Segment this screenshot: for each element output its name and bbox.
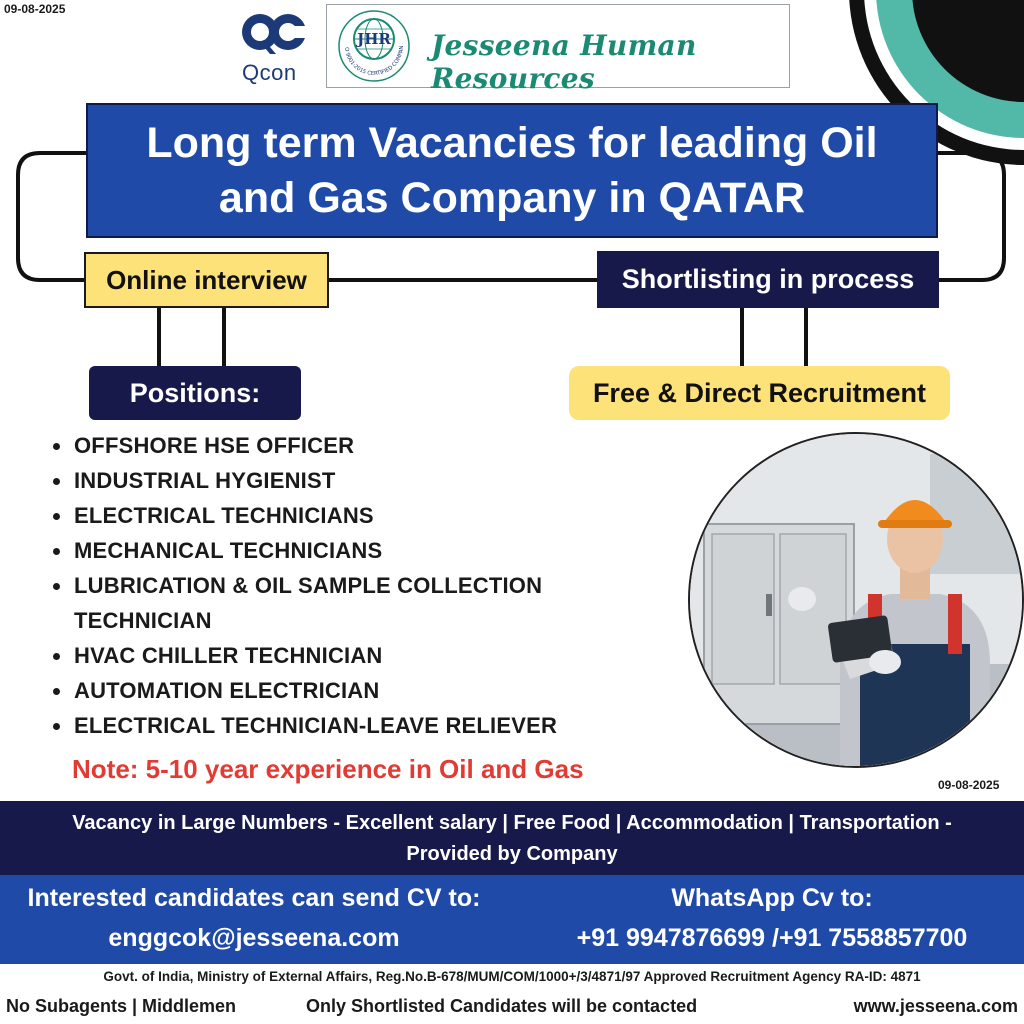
svg-text:ISO 9001:2015 CERTIFIED COMPAN: O 9001:2015 CERTIFIED COMPAN (342, 45, 406, 78)
headline-text (126, 116, 897, 225)
position-item: AUTOMATION ELECTRICIAN (50, 673, 650, 708)
no-subagents-text: No Subagents | Middlemen (6, 996, 237, 1016)
shortlisting-tag: Shortlisting in process (597, 251, 939, 308)
benefits-banner (0, 801, 1024, 875)
headline-banner (86, 103, 938, 238)
worker-photo (688, 432, 1024, 768)
benefits-line-2: Provided by Company (406, 843, 618, 865)
positions-list (50, 428, 650, 743)
qcon-logo-text: Qcon (242, 60, 297, 85)
free-direct-recruitment-tag: Free & Direct Recruitment (569, 366, 950, 420)
position-item: INDUSTRIAL HYGIENIST (50, 463, 650, 498)
cv-email-section (0, 879, 508, 959)
jhr-logo (326, 4, 790, 95)
contact-banner (0, 875, 1024, 964)
worker-illustration (690, 434, 1024, 768)
website-link[interactable]: www.jesseena.com (853, 996, 1018, 1016)
positions-heading: Positions: (89, 366, 301, 420)
benefits-line-1: Vacancy in Large Numbers - Excellent salary | Free Food | Accommodation | Transportation - (72, 812, 952, 834)
position-item: LUBRICATION & OIL SAMPLE COLLECTION TECHNICIAN (50, 568, 590, 638)
online-interview-tag: Online interview (84, 252, 329, 308)
whatsapp-heading: WhatsApp Cv to: (671, 884, 873, 912)
govt-registration: Govt. of India, Ministry of External Affairs, Reg.No.B-678/MUM/COM/1000+/3/4871/97 Approved Recruitment Agency RA-ID: 4871 (103, 969, 921, 984)
shortlisted-text: Only Shortlisted Candidates will be contacted (306, 996, 698, 1016)
position-item: ELECTRICAL TECHNICIANS (50, 498, 650, 533)
cv-heading: Interested candidates can send CV to: (27, 884, 481, 912)
svg-text:JHR: JHR (357, 30, 391, 48)
headline-line-2: and Gas Company in QATAR (218, 173, 806, 222)
headline-line-1: Long term Vacancies for leading Oil (146, 118, 878, 167)
date-top: 09-08-2025 (4, 2, 66, 16)
position-item: OFFSHORE HSE OFFICER (50, 428, 650, 463)
whatsapp-section (520, 879, 1024, 959)
whatsapp-phones[interactable]: +91 9947876699 /+91 7558857700 (576, 924, 968, 952)
experience-note: Note: 5-10 year experience in Oil and Gas (72, 754, 584, 784)
date-bottom: 09-08-2025 (938, 778, 1000, 792)
contact-email[interactable]: enggcok@jesseena.com (108, 924, 400, 952)
jhr-seal-icon (337, 9, 411, 83)
position-item: ELECTRICAL TECHNICIAN-LEAVE RELIEVER (50, 708, 650, 743)
jhr-company-name: Jesseena Human Resources (431, 29, 697, 95)
position-item: MECHANICAL TECHNICIANS (50, 533, 650, 568)
footer (0, 996, 1024, 1020)
position-item: HVAC CHILLER TECHNICIAN (50, 638, 650, 673)
